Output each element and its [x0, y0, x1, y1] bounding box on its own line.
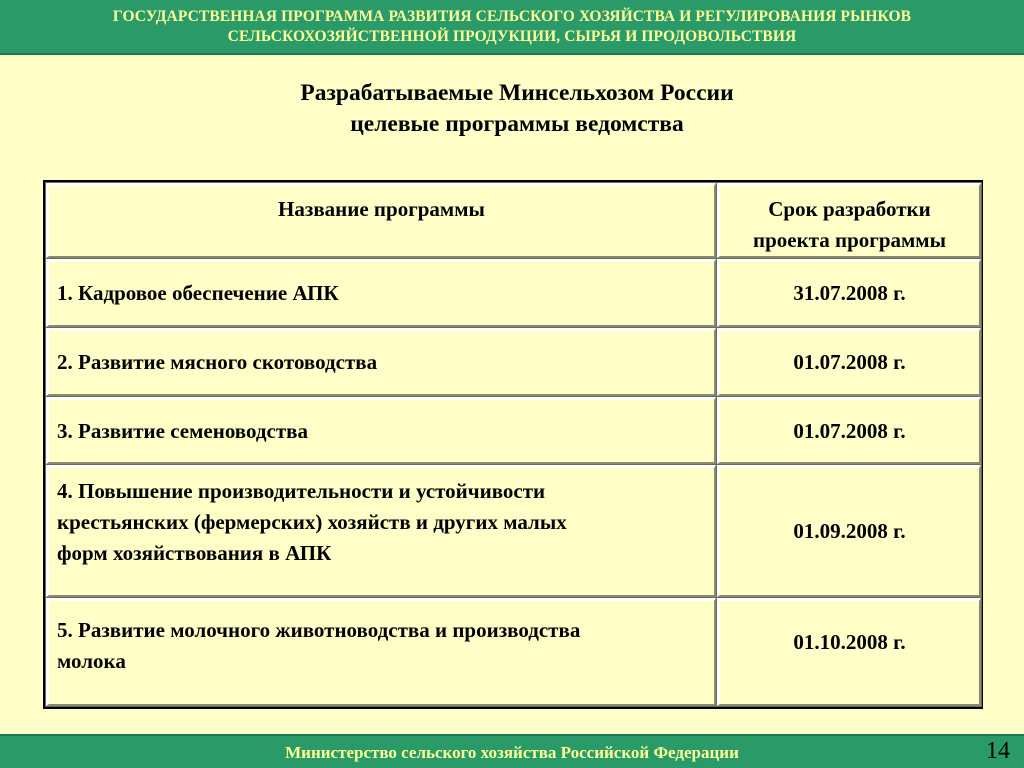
program-name: 2. Развитие мясного скотоводства: [57, 350, 378, 374]
deadline-cell: [717, 598, 982, 707]
deadline-date: 01.10.2008 г.: [793, 630, 906, 654]
deadline-cell: [717, 397, 982, 465]
deadline-date: 01.07.2008 г.: [793, 350, 906, 374]
program-name-cell: [46, 465, 717, 598]
program-name-line: 5. Развитие молочного животноводства и производства: [57, 618, 581, 642]
deadline-cell: [717, 259, 982, 328]
header-line-2: СЕЛЬСКОХОЗЯЙСТВЕННОЙ ПРОДУКЦИИ, СЫРЬЯ И ПРОДОВОЛЬСТВИЯ: [227, 27, 797, 45]
program-name-cell: [46, 397, 717, 465]
header-line-1: ГОСУДАРСТВЕННАЯ ПРОГРАММА РАЗВИТИЯ СЕЛЬСКОГО ХОЗЯЙСТВА И РЕГУЛИРОВАНИЯ РЫНКОВ: [112, 7, 912, 25]
table-row: [46, 397, 982, 465]
program-name-line: крестьянских (фермерских) хозяйств и других малых: [57, 510, 567, 534]
programs-table: [43, 180, 983, 709]
column-header-deadline-line-2: проекта программы: [752, 228, 947, 252]
title-line-1: Разрабатываемые Минсельхозом России: [300, 80, 734, 106]
program-name-cell: [46, 598, 717, 707]
program-name-cell: [46, 259, 717, 328]
page-number: 14: [986, 738, 1010, 764]
program-name-line: 4. Повышение производительности и устойчивости: [57, 479, 546, 503]
deadline-date: 31.07.2008 г.: [793, 281, 906, 305]
footer-banner: [0, 734, 1024, 768]
deadline-date: 01.09.2008 г.: [793, 519, 906, 543]
table-header-row: [46, 183, 982, 259]
page-title: [0, 78, 1024, 140]
deadline-date: 01.07.2008 г.: [793, 418, 906, 443]
program-name: 3. Развитие семеноводства: [57, 418, 308, 443]
table-row: [46, 598, 982, 707]
deadline-cell: [717, 328, 982, 397]
column-header-deadline-line-1: Срок разработки: [768, 197, 931, 221]
table-row: [46, 328, 982, 397]
column-header-name: [46, 183, 717, 259]
program-name-line: молока: [57, 649, 126, 673]
program-name-line: форм хозяйствования в АПК: [57, 541, 332, 565]
column-header-deadline: [717, 183, 982, 259]
program-name: 1. Кадровое обеспечение АПК: [57, 281, 339, 305]
table-row: [46, 259, 982, 328]
table-row: [46, 465, 982, 598]
program-name-cell: [46, 328, 717, 397]
header-banner: [0, 0, 1024, 55]
footer-text: Министерство сельского хозяйства Российской Федерации: [285, 743, 739, 762]
column-header-name-text: Название программы: [278, 197, 485, 221]
deadline-cell: [717, 465, 982, 598]
title-line-2: целевые программы ведомства: [350, 111, 684, 137]
